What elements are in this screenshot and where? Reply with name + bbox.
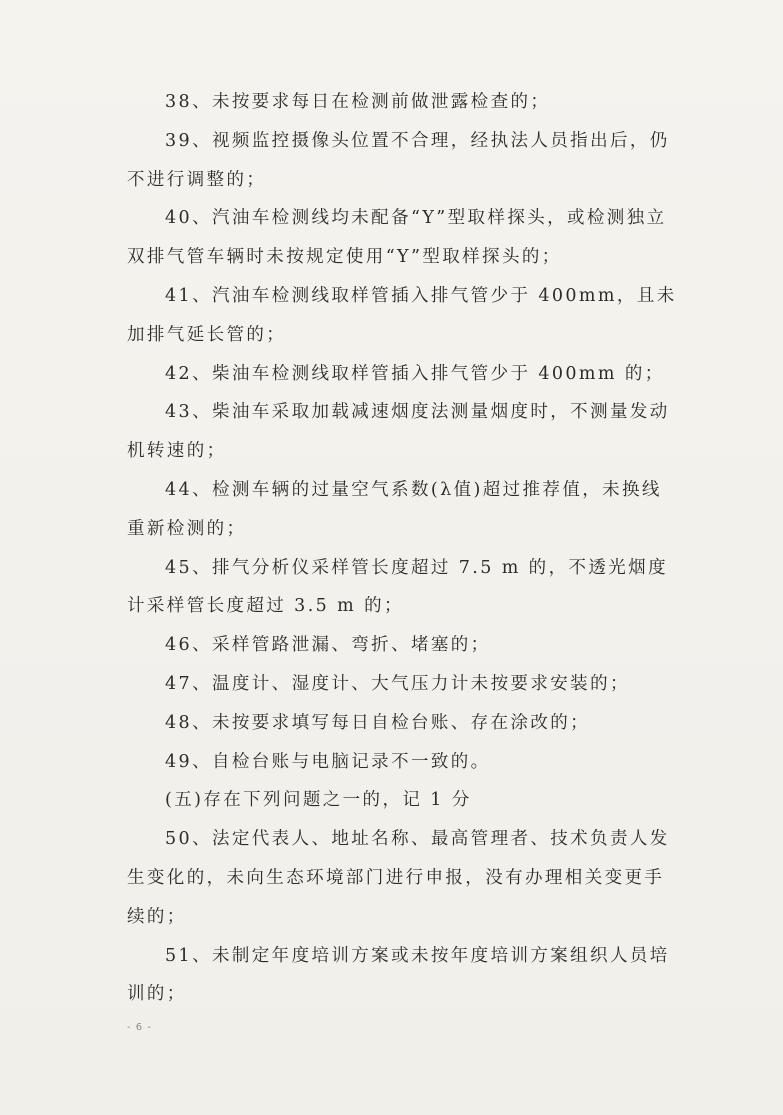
list-item-49: 49、自检台账与电脑记录不一致的。 (165, 751, 491, 772)
list-item-41: 41、汽油车检测线取样管插入排气管少于 400mm，且未加排气延长管的； (127, 285, 677, 345)
list-item-40: 40、汽油车检测线均未配备“Y”型取样探头，或检测独立双排气管车辆时未按规定使用“Y”型取样探头的； (127, 208, 667, 268)
list-item-46: 46、采样管路泄漏、弯折、堵塞的； (165, 635, 491, 656)
list-item-43: 43、柴油车采取加载减速烟度法测量烟度时，不测量发动机转速的； (127, 402, 670, 462)
list-item-42: 42、柴油车检测线取样管插入排气管少于 400mm 的； (165, 363, 665, 384)
list-item-51: 51、未制定年度培训方案或未按年度培训方案组织人员培训的； (127, 945, 670, 1005)
document-body (127, 83, 677, 1014)
list-item-45: 45、排气分析仪采样管长度超过 7.5 m 的，不透光烟度计采样管长度超过 3.5 m 的； (127, 557, 668, 617)
list-item-38: 38、未按要求每日在检测前做泄露检查的； (165, 92, 551, 112)
list-item-44: 44、检测车辆的过量空气系数(λ值)超过推荐值，未换线重新检测的； (127, 479, 662, 539)
list-item-39: 39、视频监控摄像头位置不合理，经执法人员指出后，仍不进行调整的； (127, 130, 670, 190)
page-number: - 6 - (127, 1022, 152, 1033)
list-item-50: 50、法定代表人、地址名称、最高管理者、技术负责人发生变化的，未向生态环境部门进行申报，没有办理相关变更手续的； (127, 829, 670, 927)
list-item-47: 47、温度计、湿度计、大气压力计未按要求安装的； (165, 673, 630, 694)
list-item-48: 48、未按要求填写每日自检台账、存在涂改的； (165, 712, 591, 733)
section-heading: (五)存在下列问题之一的，记 1 分 (165, 790, 472, 811)
